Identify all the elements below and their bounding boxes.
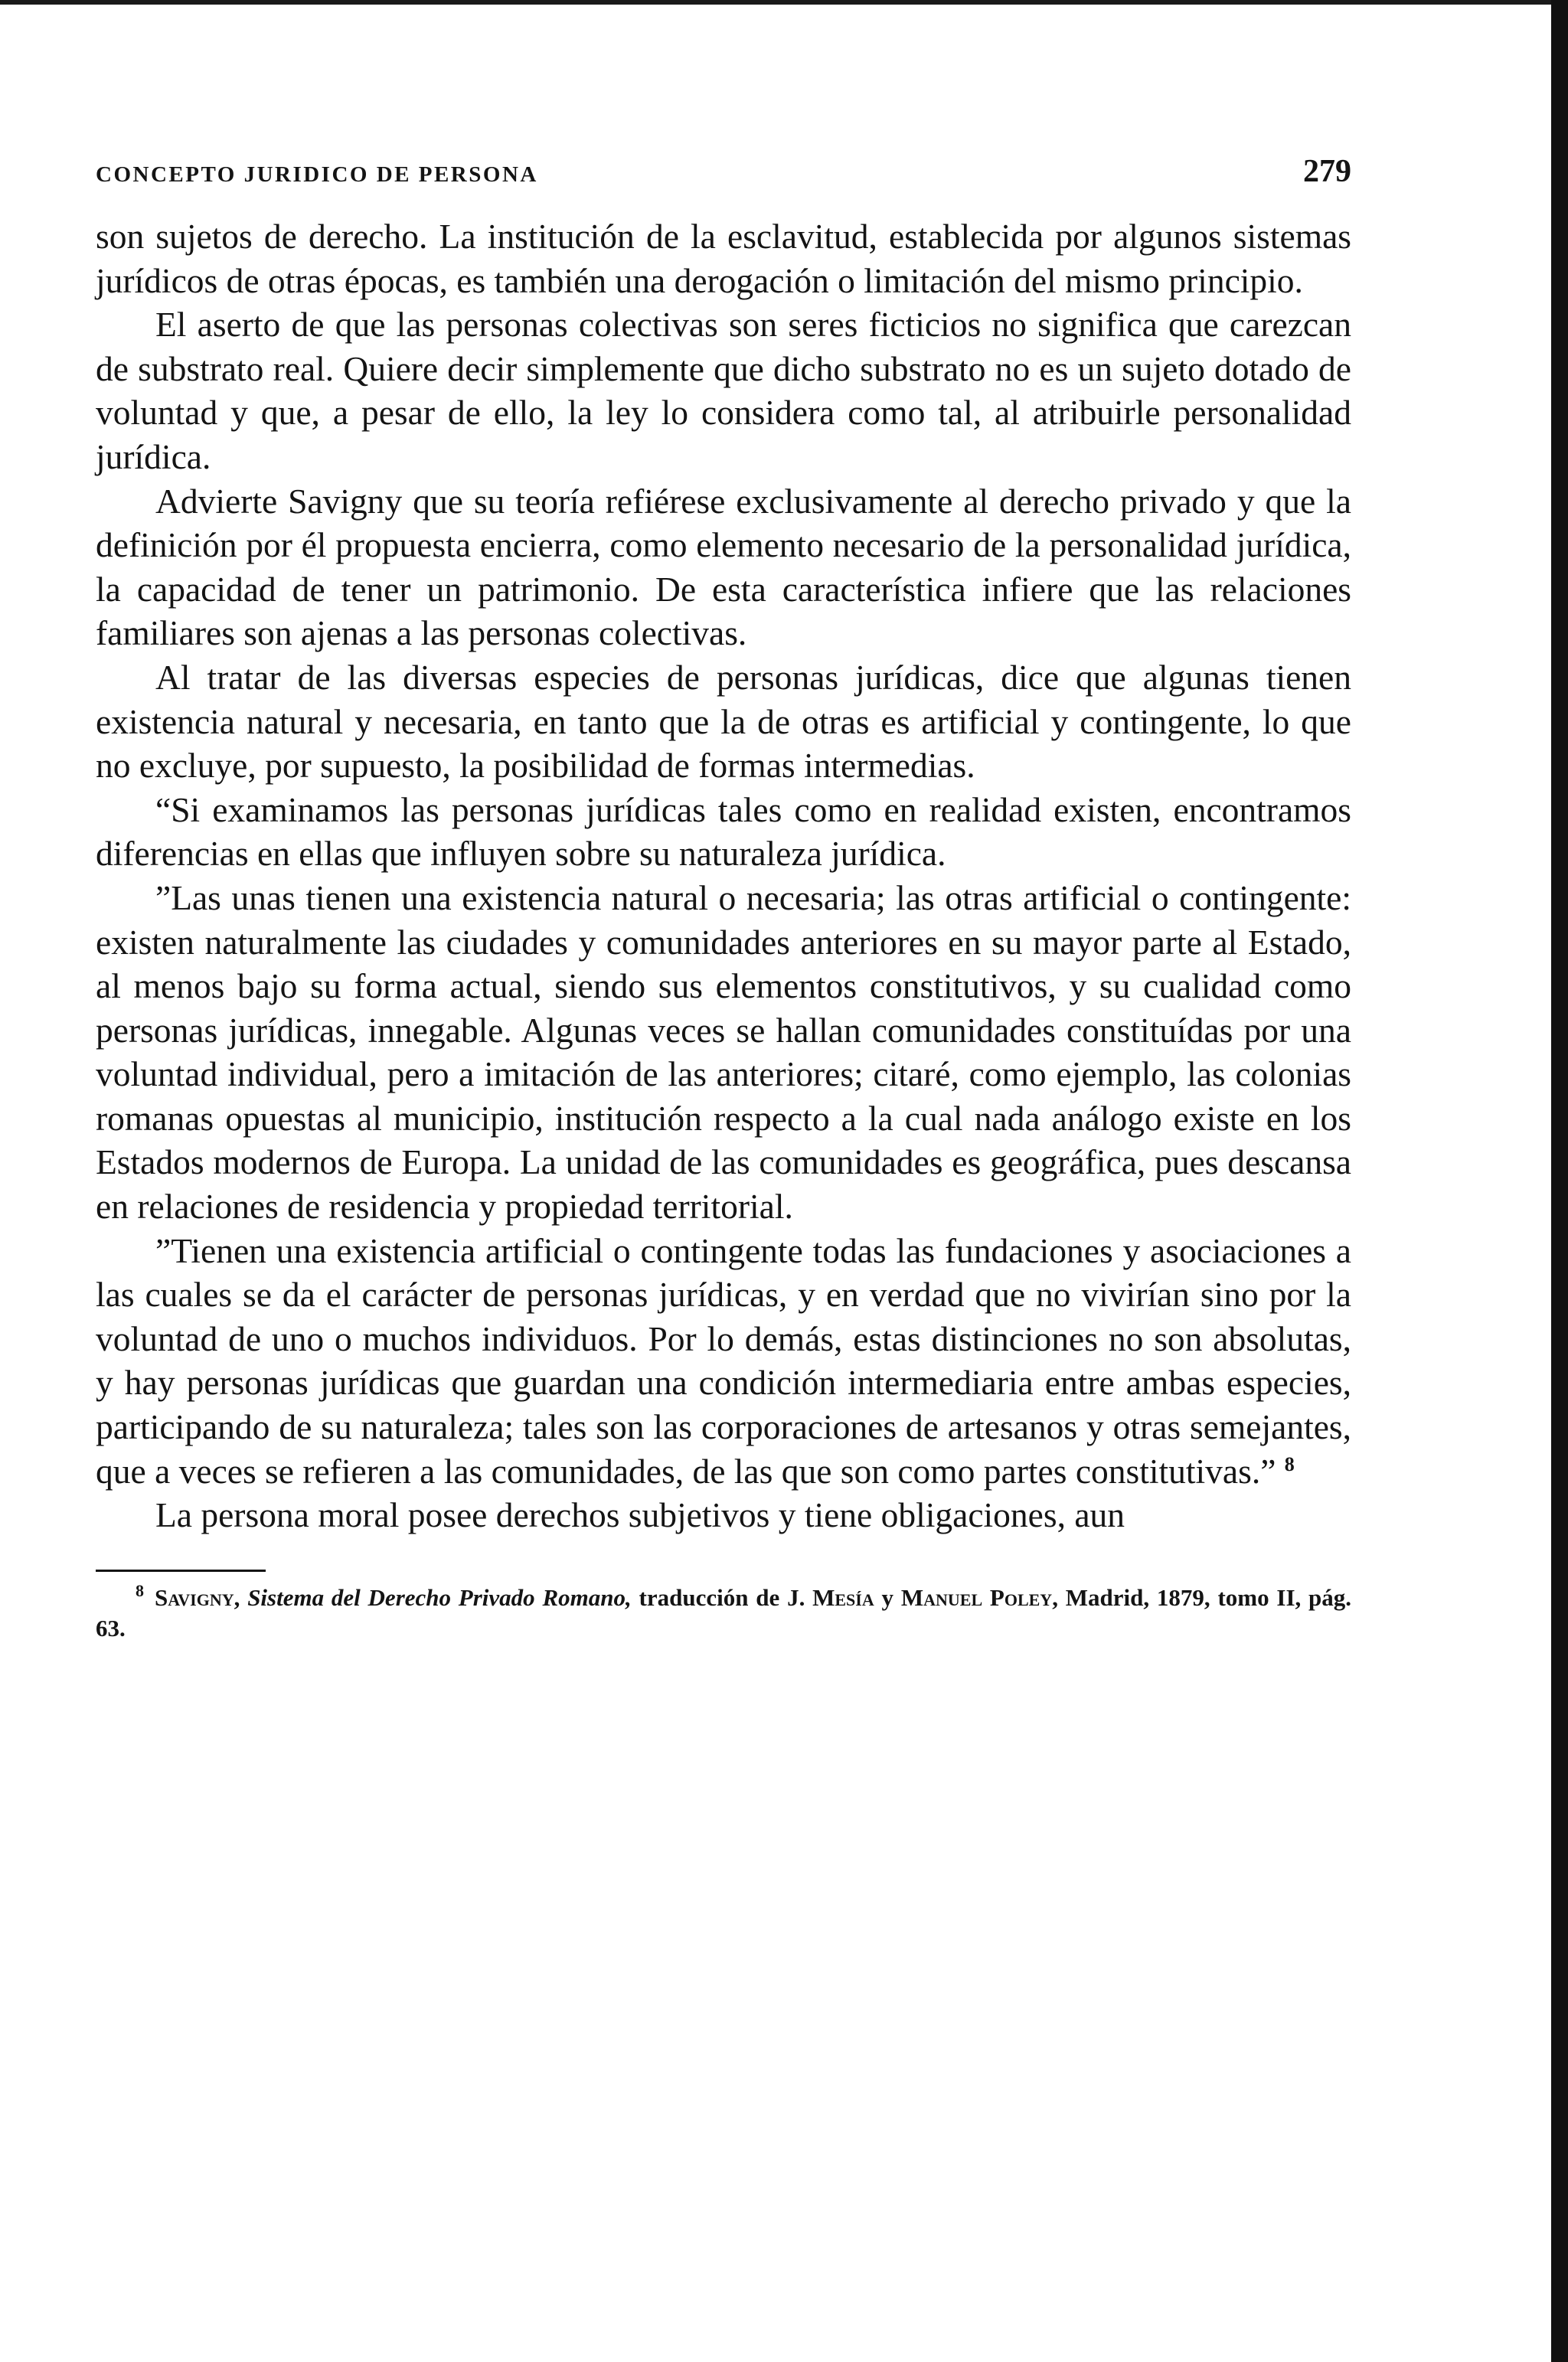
body-text bbox=[96, 214, 1351, 1537]
paragraph: El aserto de que las personas colectivas son seres ficticios no significa que carezcan de substrato real. Quiere decir simplemente que dicho substrato no es un sujeto dotado de voluntad y que, a pesar de ello, la ley lo considera como tal, al atribuirle personalidad jurídica. bbox=[96, 305, 1351, 476]
footnote-conjunction: y bbox=[881, 1583, 894, 1611]
footnote-translation-prefix: traducción de J. bbox=[639, 1583, 805, 1611]
book-page bbox=[96, 153, 1351, 1644]
footnote-reference: 8 bbox=[1284, 1452, 1295, 1475]
footnote-translator-2: Manuel Poley, bbox=[900, 1583, 1058, 1611]
footnote-number: 8 bbox=[136, 1581, 144, 1601]
paragraph-text: ”Tienen una existencia artificial o contingente todas las fundaciones y asociaciones a las cuales se da el carácter de personas jurídicas, y en verdad que no vivirían sino por la voluntad de uno o muchos individuos. Por lo demás, estas distinciones no son absolutas, y hay personas jurídicas que guardan una condición intermediaria entre ambas especies, participando de su naturaleza; tales son las corporaciones de artesanos y otras semejantes, que a veces se refieren a las comunidades, de las que son como partes constitutivas.” bbox=[96, 1230, 1351, 1491]
scan-border-right bbox=[1551, 0, 1568, 2362]
paragraph: “Si examinamos las personas jurídicas tales como en realidad existen, encontramos diferencias en ellas que influyen sobre su naturaleza jurídica. bbox=[96, 789, 1351, 874]
footnote-work-title: Sistema del Derecho Privado Romano, bbox=[247, 1583, 632, 1611]
paragraph: ”Las unas tienen una existencia natural o necesaria; las otras artificial o contingente: existen naturalmente las ciudades y comunidades anteriores en su mayor parte al Estado, al menos bajo su forma actual, siendo sus elementos constitutivos, y su cualidad como personas jurídicas, innegable. Algunas veces se hallan comunidades constituídas por una voluntad individual, pero a imitación de las anteriores; citaré, como ejemplo, las colonias romanas opuestas al municipio, institución respecto a la cual nada análogo existe en los Estados modernos de Europa. La unidad de las comunidades es geográfica, pues descansa en relaciones de residencia y propiedad territorial. bbox=[96, 877, 1351, 1227]
running-header bbox=[96, 153, 1351, 214]
footnote-divider bbox=[96, 1570, 266, 1572]
paragraph: La persona moral posee derechos subjetivos y tiene obligaciones, aun bbox=[155, 1495, 1125, 1535]
paragraph: Al tratar de las diversas especies de personas jurídicas, dice que algunas tienen existencia natural y necesaria, en tanto que la de otras es artificial y contingente, lo que no excluye, por supuesto, la posibilidad de formas intermedias. bbox=[96, 657, 1351, 786]
paragraph: Advierte Savigny que su teoría refiérese exclusivamente al derecho privado y que la definición por él propuesta encierra, como elemento necesario de la personalidad jurídica, la capacidad de tener un patrimonio. De esta característica infiere que las relaciones familiares son ajenas a las personas colectivas. bbox=[96, 481, 1351, 653]
footnote-translator-1: Mesía bbox=[812, 1583, 874, 1611]
scan-border-top bbox=[0, 0, 1568, 5]
running-title: CONCEPTO JURIDICO DE PERSONA bbox=[96, 162, 538, 187]
footnote bbox=[96, 1583, 1351, 1644]
footnote-publication: Madrid, 1879, tomo II, pág. 63. bbox=[96, 1583, 1352, 1642]
footnote-author: Savigny, bbox=[155, 1583, 240, 1611]
paragraph-with-reference bbox=[96, 1229, 1351, 1494]
page-number: 279 bbox=[1303, 154, 1351, 189]
paragraph: son sujetos de derecho. La institución de la esclavitud, establecida por algunos sistemas jurídicos de otras épocas, es también una derogación o limitación del mismo principio. bbox=[96, 217, 1351, 300]
